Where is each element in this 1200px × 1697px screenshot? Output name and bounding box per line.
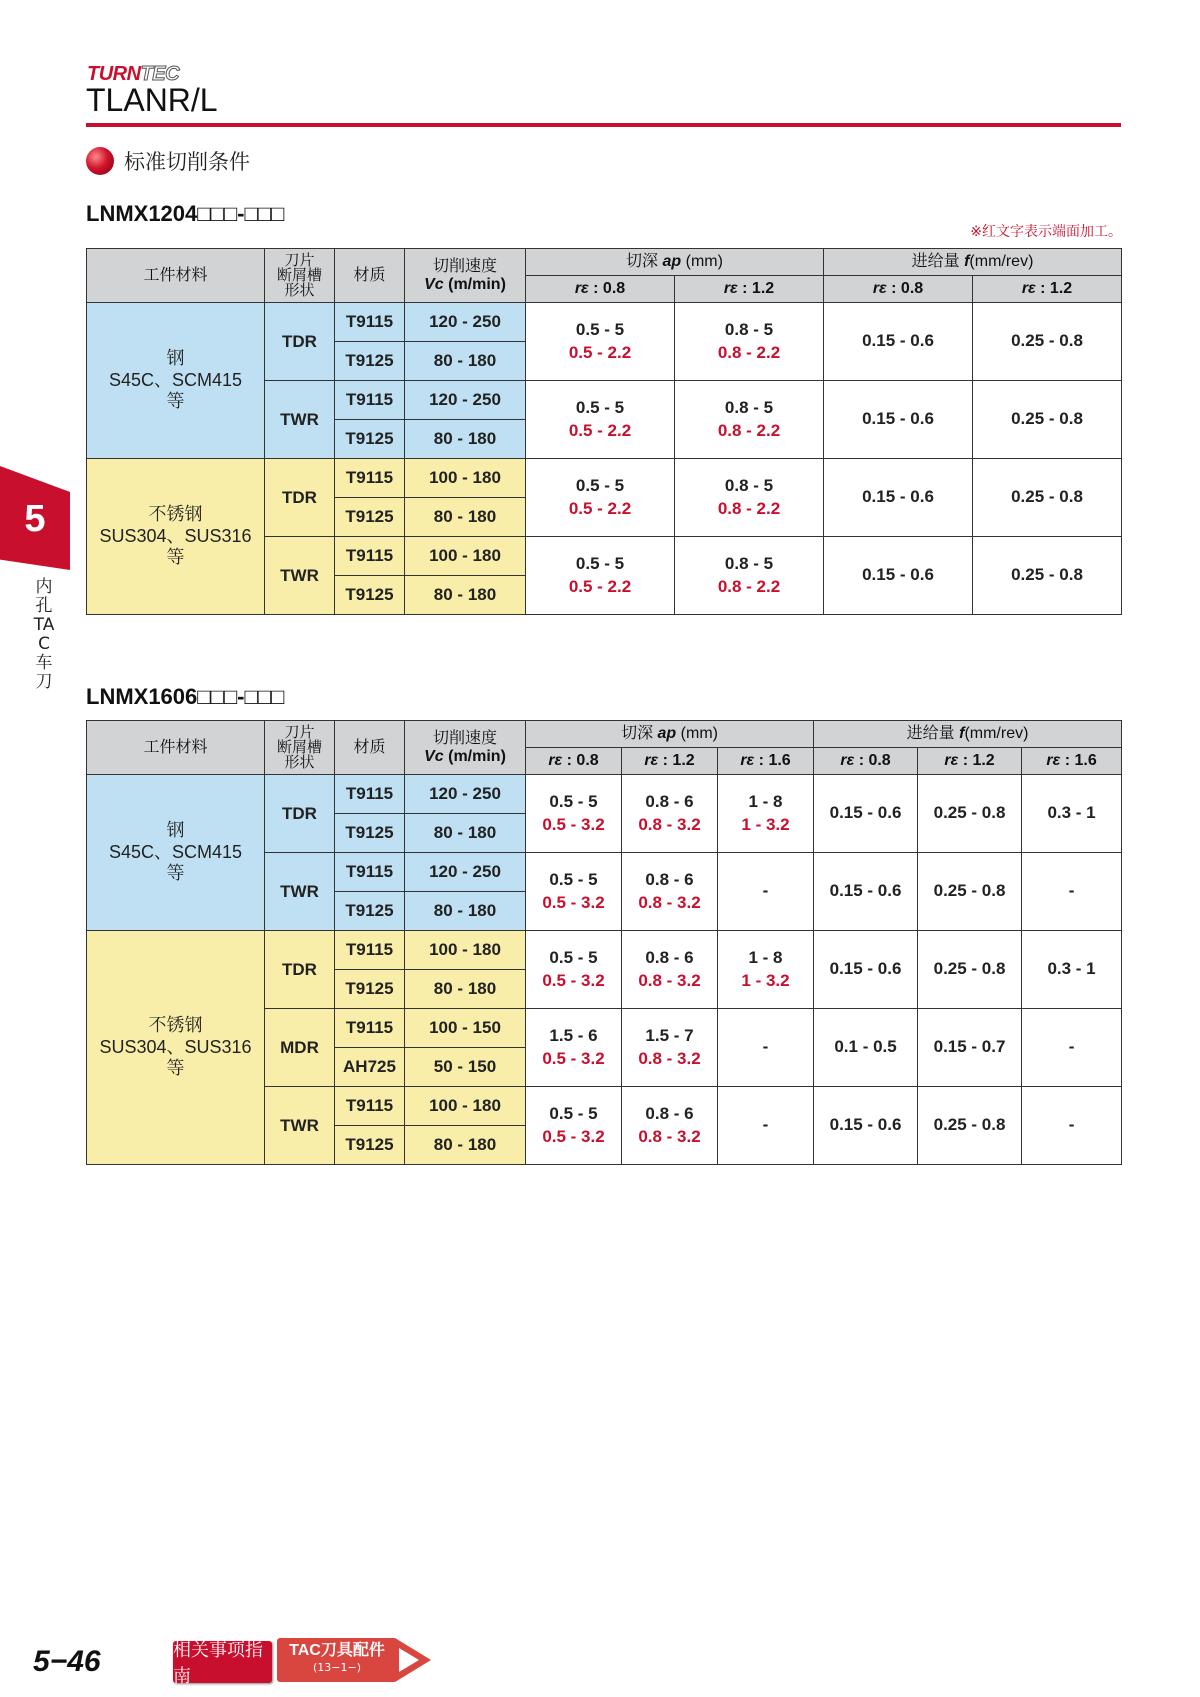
grade-cell: T9115 <box>335 381 405 420</box>
speed-cell: 80 - 180 <box>405 498 526 537</box>
title-divider <box>86 123 1121 127</box>
face-machining-value: 0.5 - 2.2 <box>568 420 632 440</box>
col-feed-r08: rε : 0.8 <box>814 748 918 775</box>
chipbreaker-cell: TWR <box>265 1087 335 1165</box>
face-machining-value: 0.5 - 3.2 <box>542 1048 605 1068</box>
grade-cell: T9115 <box>335 1009 405 1048</box>
col-speed: 切削速度 Vc (m/min) <box>405 721 526 775</box>
depth-cell: 0.8 - 6 0.8 - 3.2 <box>622 853 718 931</box>
depth-cell: - <box>718 853 814 931</box>
depth-cell: 1.5 - 6 0.5 - 3.2 <box>526 1009 622 1087</box>
speed-cell: 100 - 180 <box>405 1087 526 1126</box>
feed-cell: 0.15 - 0.6 <box>814 931 918 1009</box>
feed-cell: 0.15 - 0.6 <box>824 459 973 537</box>
feed-cell: - <box>1022 853 1122 931</box>
col-depth: 切深 ap (mm) <box>526 249 824 276</box>
speed-cell: 80 - 180 <box>405 342 526 381</box>
col-feed-r12: rε : 1.2 <box>973 276 1122 303</box>
col-feed-r08: rε : 0.8 <box>824 276 973 303</box>
depth-cell: 0.8 - 5 0.8 - 2.2 <box>675 537 824 615</box>
feed-cell: 0.25 - 0.8 <box>973 381 1122 459</box>
col-depth-r12: rε : 1.2 <box>622 748 718 775</box>
depth-cell: 1 - 8 1 - 3.2 <box>718 931 814 1009</box>
speed-cell: 100 - 180 <box>405 537 526 576</box>
face-machining-value: 0.5 - 3.2 <box>542 814 605 834</box>
depth-cell: 0.5 - 5 0.5 - 3.2 <box>526 853 622 931</box>
material-steel: 钢 S45C、SCM415 等 <box>87 303 265 459</box>
grade-cell: T9115 <box>335 303 405 342</box>
depth-cell: 1.5 - 7 0.8 - 3.2 <box>622 1009 718 1087</box>
col-feed: 进给量 f(mm/rev) <box>824 249 1122 276</box>
grade-cell: T9125 <box>335 892 405 931</box>
col-feed: 进给量 f(mm/rev) <box>814 721 1122 748</box>
feed-cell: 0.25 - 0.8 <box>973 537 1122 615</box>
col-grade: 材质 <box>335 721 405 775</box>
depth-cell: 0.5 - 5 0.5 - 2.2 <box>526 303 675 381</box>
grade-cell: T9115 <box>335 931 405 970</box>
feed-cell: 0.15 - 0.6 <box>814 853 918 931</box>
grade-cell: T9125 <box>335 420 405 459</box>
face-machining-value: 0.8 - 2.2 <box>717 342 781 362</box>
feed-cell: 0.25 - 0.8 <box>973 459 1122 537</box>
speed-cell: 80 - 180 <box>405 420 526 459</box>
grade-cell: T9115 <box>335 853 405 892</box>
feed-cell: - <box>1022 1087 1122 1165</box>
depth-cell: - <box>718 1009 814 1087</box>
feed-cell: 0.15 - 0.6 <box>814 775 918 853</box>
face-machining-value: 0.8 - 3.2 <box>638 970 701 990</box>
feed-cell: 0.15 - 0.6 <box>814 1087 918 1165</box>
col-grade: 材质 <box>335 249 405 303</box>
chipbreaker-cell: MDR <box>265 1009 335 1087</box>
face-machining-value: 1 - 3.2 <box>741 970 790 990</box>
depth-cell: 0.5 - 5 0.5 - 3.2 <box>526 775 622 853</box>
depth-cell: 0.5 - 5 0.5 - 3.2 <box>526 1087 622 1165</box>
face-machining-value: 0.8 - 3.2 <box>638 1048 701 1068</box>
feed-cell: - <box>1022 1009 1122 1087</box>
tac-accessories-button[interactable] <box>277 1638 437 1682</box>
table-row <box>87 459 1122 498</box>
speed-cell: 100 - 180 <box>405 459 526 498</box>
depth-cell: 0.5 - 5 0.5 - 2.2 <box>526 381 675 459</box>
col-depth-r08: rε : 0.8 <box>526 748 622 775</box>
face-machining-value: 0.8 - 3.2 <box>638 892 701 912</box>
col-speed: 切削速度 Vc (m/min) <box>405 249 526 303</box>
material-stainless: 不锈钢 SUS304、SUS316 等 <box>87 459 265 615</box>
grade-cell: T9115 <box>335 537 405 576</box>
face-machining-value: 0.8 - 3.2 <box>638 1126 701 1146</box>
face-machining-value: 0.5 - 2.2 <box>568 498 632 518</box>
page-title: TLANR/L <box>86 82 218 118</box>
face-machining-value: 0.8 - 2.2 <box>717 420 781 440</box>
chapter-number: 5 <box>24 498 46 540</box>
red-text-note: ※红文字表示端面加工。 <box>970 224 1122 240</box>
table2-caption: LNMX1606□□□-□□□ <box>86 684 285 709</box>
face-machining-value: 0.8 - 2.2 <box>717 498 781 518</box>
grade-cell: T9125 <box>335 342 405 381</box>
table-row <box>87 775 1122 814</box>
face-machining-value: 0.5 - 3.2 <box>542 1126 605 1146</box>
feed-cell: 0.15 - 0.6 <box>824 381 973 459</box>
feed-cell: 0.3 - 1 <box>1022 775 1122 853</box>
depth-cell: 0.8 - 6 0.8 - 3.2 <box>622 931 718 1009</box>
table1-caption: LNMX1204□□□-□□□ <box>86 201 285 226</box>
feed-cell: 0.15 - 0.6 <box>824 537 973 615</box>
speed-cell: 120 - 250 <box>405 303 526 342</box>
chipbreaker-cell: TWR <box>265 381 335 459</box>
speed-cell: 120 - 250 <box>405 775 526 814</box>
face-machining-value: 1 - 3.2 <box>741 814 790 834</box>
depth-cell: 0.8 - 5 0.8 - 2.2 <box>675 303 824 381</box>
face-machining-value: 0.5 - 3.2 <box>542 892 605 912</box>
grade-cell: T9125 <box>335 498 405 537</box>
col-depth-r12: rε : 1.2 <box>675 276 824 303</box>
feed-cell: 0.25 - 0.8 <box>918 853 1022 931</box>
depth-cell: 0.8 - 5 0.8 - 2.2 <box>675 459 824 537</box>
speed-cell: 100 - 180 <box>405 931 526 970</box>
feed-cell: 0.25 - 0.8 <box>918 775 1022 853</box>
feed-cell: 0.15 - 0.6 <box>824 303 973 381</box>
speed-cell: 80 - 180 <box>405 892 526 931</box>
col-depth-r08: rε : 0.8 <box>526 276 675 303</box>
related-guide-button[interactable]: 相关事项指南 <box>173 1641 272 1683</box>
chipbreaker-cell: TDR <box>265 931 335 1009</box>
grade-cell: T9125 <box>335 1126 405 1165</box>
grade-cell: T9115 <box>335 775 405 814</box>
section-heading-text: 标准切削条件 <box>124 150 250 174</box>
chipbreaker-cell: TDR <box>265 775 335 853</box>
face-machining-value: 0.8 - 2.2 <box>717 576 781 596</box>
grade-cell: T9125 <box>335 814 405 853</box>
col-depth-r16: rε : 1.6 <box>718 748 814 775</box>
table-row <box>87 303 1122 342</box>
grade-cell: T9115 <box>335 459 405 498</box>
depth-cell: 0.8 - 5 0.8 - 2.2 <box>675 381 824 459</box>
col-chipbreaker: 刀片 断屑槽 形状 <box>265 249 335 303</box>
chipbreaker-cell: TDR <box>265 459 335 537</box>
cutting-conditions-table-1 <box>86 248 1122 615</box>
grade-cell: AH725 <box>335 1048 405 1087</box>
depth-cell: 0.8 - 6 0.8 - 3.2 <box>622 775 718 853</box>
col-depth: 切深 ap (mm) <box>526 721 814 748</box>
speed-cell: 100 - 150 <box>405 1009 526 1048</box>
face-machining-value: 0.5 - 3.2 <box>542 970 605 990</box>
depth-cell: - <box>718 1087 814 1165</box>
chipbreaker-cell: TDR <box>265 303 335 381</box>
feed-cell: 0.25 - 0.8 <box>918 1087 1022 1165</box>
chipbreaker-cell: TWR <box>265 537 335 615</box>
chapter-label: 内孔TAC车刀 <box>33 577 55 692</box>
feed-cell: 0.25 - 0.8 <box>918 931 1022 1009</box>
material-steel: 钢 S45C、SCM415 等 <box>87 775 265 931</box>
feed-cell: 0.1 - 0.5 <box>814 1009 918 1087</box>
chipbreaker-cell: TWR <box>265 853 335 931</box>
col-feed-r12: rε : 1.2 <box>918 748 1022 775</box>
depth-cell: 0.5 - 5 0.5 - 2.2 <box>526 459 675 537</box>
col-workpiece: 工件材料 <box>87 721 265 775</box>
tac-accessories-label: TAC刀具配件 (13−1−) <box>277 1638 397 1682</box>
grade-cell: T9115 <box>335 1087 405 1126</box>
face-machining-value: 0.5 - 2.2 <box>568 576 632 596</box>
feed-cell: 0.25 - 0.8 <box>973 303 1122 381</box>
cutting-conditions-table-2 <box>86 720 1122 1165</box>
speed-cell: 120 - 250 <box>405 381 526 420</box>
face-machining-value: 0.5 - 2.2 <box>568 342 632 362</box>
speed-cell: 80 - 180 <box>405 576 526 615</box>
material-stainless: 不锈钢 SUS304、SUS316 等 <box>87 931 265 1165</box>
grade-cell: T9125 <box>335 970 405 1009</box>
feed-cell: 0.15 - 0.7 <box>918 1009 1022 1087</box>
speed-cell: 80 - 180 <box>405 1126 526 1165</box>
page-number: 5−46 <box>33 1645 101 1678</box>
speed-cell: 80 - 180 <box>405 970 526 1009</box>
bullet-icon <box>86 147 114 175</box>
col-feed-r16: rε : 1.6 <box>1022 748 1122 775</box>
col-chipbreaker: 刀片 断屑槽 形状 <box>265 721 335 775</box>
face-machining-value: 0.8 - 3.2 <box>638 814 701 834</box>
speed-cell: 80 - 180 <box>405 814 526 853</box>
depth-cell: 0.5 - 5 0.5 - 3.2 <box>526 931 622 1009</box>
grade-cell: T9125 <box>335 576 405 615</box>
feed-cell: 0.3 - 1 <box>1022 931 1122 1009</box>
section-heading <box>86 146 250 176</box>
col-workpiece: 工件材料 <box>87 249 265 303</box>
depth-cell: 1 - 8 1 - 3.2 <box>718 775 814 853</box>
speed-cell: 50 - 150 <box>405 1048 526 1087</box>
table-row <box>87 931 1122 970</box>
depth-cell: 0.5 - 5 0.5 - 2.2 <box>526 537 675 615</box>
speed-cell: 120 - 250 <box>405 853 526 892</box>
brand-logo: TURNTEC <box>87 63 180 85</box>
depth-cell: 0.8 - 6 0.8 - 3.2 <box>622 1087 718 1165</box>
